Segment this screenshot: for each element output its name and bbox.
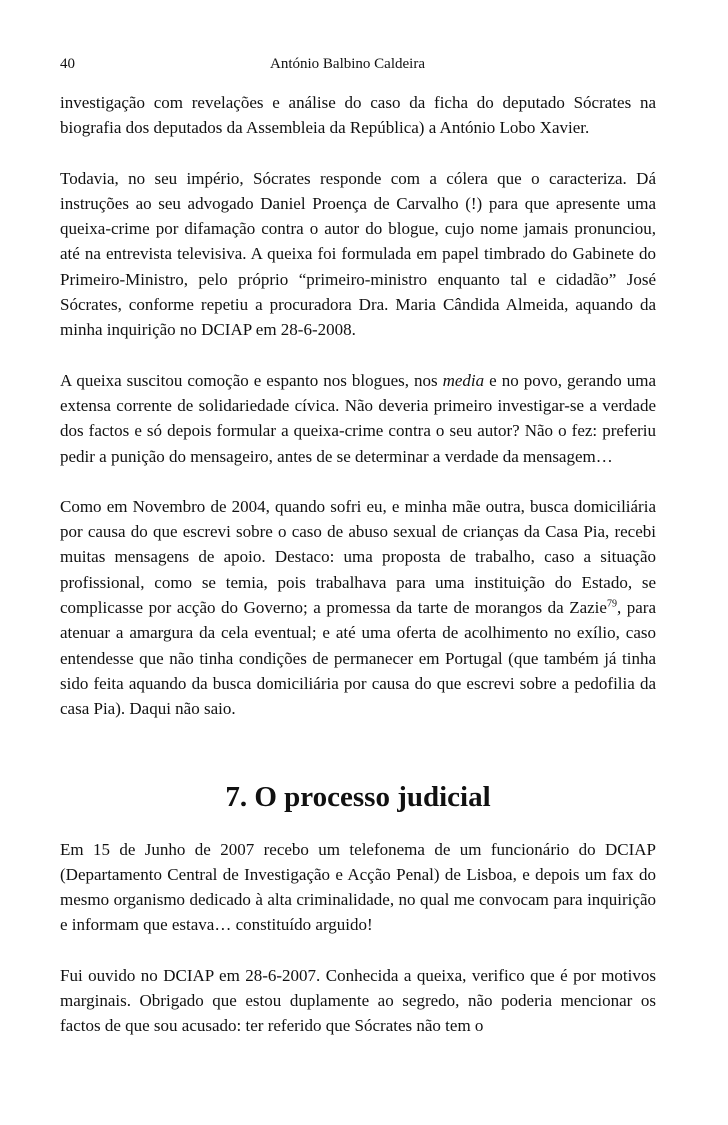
paragraph: Todavia, no seu império, Sócrates responde com a cólera que o caracteriza. Dá instruções ao seu advogado Daniel Proença de Carvalho (!) para que apresente uma queixa-crime por difamação contra o autor do blogue, cujo nome jamais pronunciou, até na entrevista televisiva. A queixa foi formulada em papel timbrado do Gabinete do Primeiro-Ministro, pelo próprio “primeiro-ministro enquanto tal e cidadão” José Sócrates, conforme repetiu a procuradora Dra. Maria Cândida Almeida, aquando da minha inquirição no DCIAP em 28-6-2008. <box>60 168 656 340</box>
paragraph: investigação com revelações e análise do caso da ficha do deputado Sócrates na biografia dos deputados da Assembleia da República) a António Lobo Xavier. <box>60 93 656 138</box>
paragraph <box>60 368 656 469</box>
paragraph: Fui ouvido no DCIAP em 28-6-2007. Conhecida a queixa, verifico que é por motivos marginais. Obrigado que estou duplamente ao segredo, não poderia mencionar os factos de que sou acusado: ter referido que Sócrates não tem o <box>60 965 656 1036</box>
running-header <box>60 52 656 76</box>
italic-term: media <box>442 370 485 390</box>
text-run: e no povo, gerando uma extensa corrente de solidariedade cívica. Não deveria primeiro investigar-se a verdade dos factos e só depois formular a queixa-crime contra o seu autor? Não o fez: preferiu pedir a punição do mensageiro, antes de se determinar a verdade da mensagem… <box>60 370 656 466</box>
text-run: A queixa suscitou comoção e espanto nos blogues, nos <box>60 370 443 390</box>
text-run: Como em Novembro de 2004, quando sofri eu, e minha mãe outra, busca domiciliária por causa do que escrevi sobre o caso de abuso sexual de crianças da Casa Pia, recebi muitas mensagens de apoio. Destaco: uma proposta de trabalho, caso a situação profissional, como se temia, pois trabalhava para uma instituição do Estado, se complicasse por acção do Governo; a promessa da tarte de morangos da Zazie <box>60 496 656 618</box>
chapter-heading: 7. O processo judicial <box>225 780 491 813</box>
running-header-author: António Balbino Caldeira <box>270 56 425 72</box>
page-body <box>60 90 656 1039</box>
page-number: 40 <box>60 56 75 72</box>
paragraph: Em 15 de Junho de 2007 recebo um telefonema de um funcionário do DCIAP (Departamento Central de Investigação e Acção Penal) de Lisboa, e depois um fax do mesmo organismo dedicado à alta criminalidade, no qual me convocam para inquirição e informam que estava… constituído arguido! <box>60 839 656 935</box>
paragraph <box>60 494 656 722</box>
text-run: , para atenuar a amargura da cela eventual; e até uma oferta de acolhimento no exílio, caso entendesse que não tinha condições de permanecer em Portugal (que também já tinha sido feita aquando da busca domiciliária por causa do que escrevi sobre a pedofilia da casa Pia). Daqui não saio. <box>60 598 656 719</box>
footnote-ref[interactable]: 79 <box>606 598 617 610</box>
